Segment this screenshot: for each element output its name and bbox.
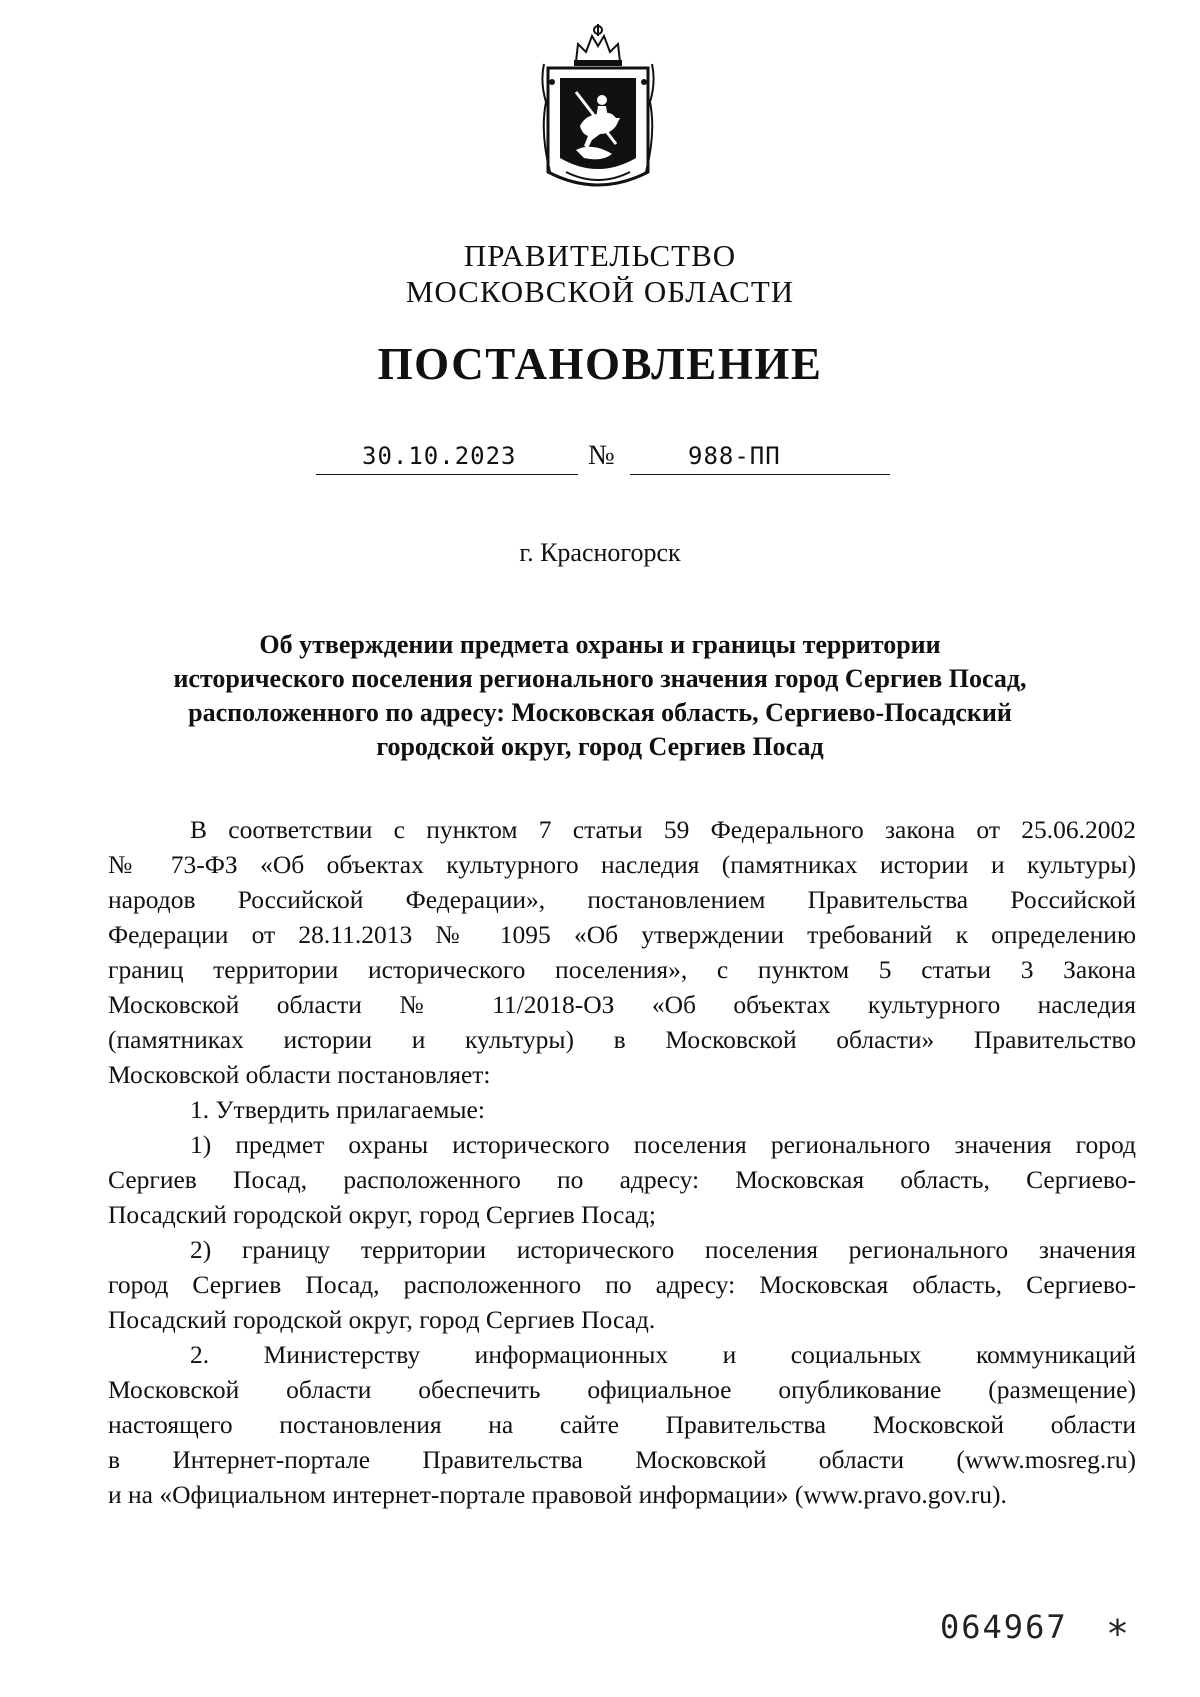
government-name-line1: ПРАВИТЕЛЬСТВО bbox=[463, 238, 737, 273]
body-line: (памятниках истории и культуры) в Московской области» Правительство bbox=[108, 1025, 1136, 1054]
document-date-field bbox=[316, 440, 578, 475]
body-line: 2. Министерству информационных и социальных коммуникаций bbox=[190, 1340, 1136, 1369]
document-title bbox=[100, 628, 1100, 764]
document-date: 30.10.2023 bbox=[362, 442, 517, 470]
number-sign: № bbox=[588, 440, 615, 471]
document-number: 988-ПП bbox=[688, 442, 781, 470]
body-line: 2) границу территории исторического поселения регионального значения bbox=[190, 1235, 1136, 1264]
body-line: и на «Официальном интернет-портале правовой информации» (www.pravo.gov.ru). bbox=[108, 1480, 1007, 1509]
title-line: городской округ, город Сергиев Посад bbox=[376, 732, 824, 761]
body-line: Посадский городской округ, город Сергиев Посад; bbox=[108, 1200, 656, 1229]
government-name-line2: МОСКОВСКОЙ ОБЛАСТИ bbox=[405, 274, 795, 309]
body-line: Сергиев Посад, расположенного по адресу: Московская область, Сергиево- bbox=[108, 1165, 1136, 1194]
title-line: Об утверждении предмета охраны и границы территории bbox=[259, 630, 941, 659]
body-line: № 73-ФЗ «Об объектах культурного наследия (памятниках истории и культуры) bbox=[108, 850, 1136, 879]
moscow-oblast-coat-of-arms bbox=[536, 22, 660, 192]
body-line: Московской области № 11/2018-ОЗ «Об объектах культурного наследия bbox=[108, 990, 1136, 1019]
document-type-heading: ПОСТАНОВЛЕНИЕ bbox=[377, 339, 823, 389]
body-line: народов Российской Федерации», постановлением Правительства Российской bbox=[108, 885, 1136, 914]
body-line: 1) предмет охраны исторического поселения регионального значения город bbox=[190, 1130, 1136, 1159]
asterisk-mark: * bbox=[1108, 1612, 1127, 1656]
body-line: 1. Утвердить прилагаемые: bbox=[190, 1095, 485, 1124]
city-of-issue: г. Красногорск bbox=[519, 538, 681, 567]
body-line: В соответствии с пунктом 7 статьи 59 Федерального закона от 25.06.2002 bbox=[190, 815, 1136, 844]
body-line: Московской области постановляет: bbox=[108, 1060, 491, 1089]
body-line: Посадский городской округ, город Сергиев Посад. bbox=[108, 1305, 656, 1334]
serial-number: 064967 bbox=[940, 1608, 1068, 1646]
document-body bbox=[108, 812, 1136, 1512]
body-line: настоящего постановления на сайте Правительства Московской области bbox=[108, 1410, 1136, 1439]
body-line: границ территории исторического поселения», с пунктом 5 статьи 3 Закона bbox=[108, 955, 1136, 984]
body-line: Федерации от 28.11.2013 № 1095 «Об утверждении требований к определению bbox=[108, 920, 1136, 949]
title-line: исторического поселения регионального значения город Сергиев Посад, bbox=[173, 664, 1027, 693]
title-line: расположенного по адресу: Московская область, Сергиево-Посадский bbox=[188, 698, 1012, 727]
body-line: в Интернет-портале Правительства Московской области (www.mosreg.ru) bbox=[108, 1445, 1136, 1474]
body-line: город Сергиев Посад, расположенного по адресу: Московская область, Сергиево- bbox=[108, 1270, 1136, 1299]
body-line: Московской области обеспечить официальное опубликование (размещение) bbox=[108, 1375, 1136, 1404]
document-number-field bbox=[630, 440, 890, 475]
